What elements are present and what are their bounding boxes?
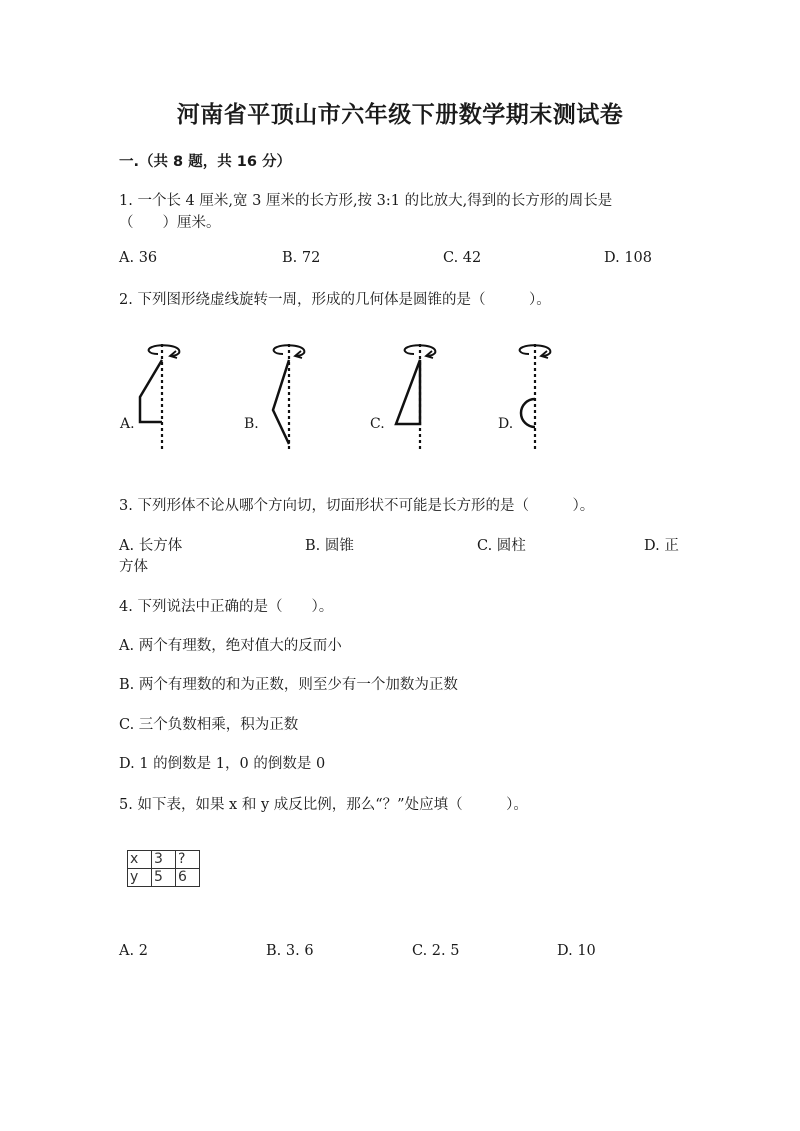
question-5-option-a: A. 2 [119, 943, 148, 959]
xy-table [127, 850, 200, 887]
table-cell: 5 [152, 869, 176, 887]
question-1-text-line1: 1. 一个长 4 厘米,宽 3 厘米的长方形,按 3:1 的比放大,得到的长方形的周长是 [119, 193, 613, 209]
figure-d-label: D. [498, 416, 514, 432]
question-3-option-c: C. 圆柱 [477, 538, 526, 554]
table-row [128, 851, 200, 869]
figure-c-label: C. [370, 416, 385, 432]
question-4-option-c: C. 三个负数相乘，积为正数 [119, 717, 299, 733]
section-heading: 一.（共 8 题，共 16 分） [119, 154, 291, 170]
figure-c-diagram [390, 340, 450, 455]
question-3-option-d: D. 正 [644, 538, 679, 554]
question-4-option-b: B. 两个有理数的和为正数，则至少有一个加数为正数 [119, 677, 458, 693]
rotation-arrow-icon [149, 345, 180, 356]
question-3-text: 3. 下列形体不论从哪个方向切，切面形状不可能是长方形的是（ ）。 [119, 498, 595, 514]
table-cell: 6 [176, 869, 200, 887]
question-1-option-b: B. 72 [282, 250, 321, 266]
question-4-option-a: A. 两个有理数，绝对值大的反而小 [119, 638, 342, 654]
figure-a-shape [140, 360, 162, 422]
question-1-option-a: A. 36 [119, 250, 158, 266]
question-3-option-b: B. 圆锥 [305, 538, 354, 554]
table-cell: ? [176, 851, 200, 869]
figure-b-label: B. [244, 416, 259, 432]
figure-b-shape [273, 360, 289, 444]
question-4-text: 4. 下列说法中正确的是（ ）。 [119, 599, 334, 615]
question-3-option-a: A. 长方体 [119, 538, 183, 554]
figure-d-diagram [515, 340, 575, 455]
question-1-option-d: D. 108 [604, 250, 653, 266]
question-2-text: 2. 下列图形绕虚线旋转一周，形成的几何体是圆锥的是（ ）。 [119, 292, 551, 308]
question-5-option-c: C. 2. 5 [412, 943, 460, 959]
question-4-option-d: D. 1 的倒数是 1，0 的倒数是 0 [119, 756, 326, 772]
page-title: 河南省平顶山市六年级下册数学期末测试卷 [176, 102, 624, 128]
question-1-option-c: C. 42 [443, 250, 482, 266]
table-cell: y [128, 869, 152, 887]
question-1-text-line2: （ ）厘米。 [119, 215, 221, 231]
question-5-text: 5. 如下表，如果 x 和 y 成反比例，那么“？”处应填（ ）。 [119, 797, 528, 813]
question-3-option-d-wrap: 方体 [119, 559, 148, 575]
figure-c-shape [396, 360, 420, 424]
question-5-option-d: D. 10 [557, 943, 596, 959]
table-cell: 3 [152, 851, 176, 869]
figure-a-diagram [130, 340, 190, 455]
figure-b-diagram [265, 340, 325, 455]
figure-d-shape [521, 399, 535, 427]
table-cell: x [128, 851, 152, 869]
question-5-option-b: B. 3. 6 [266, 943, 314, 959]
figure-a-label: A. [120, 416, 135, 432]
table-row [128, 869, 200, 887]
